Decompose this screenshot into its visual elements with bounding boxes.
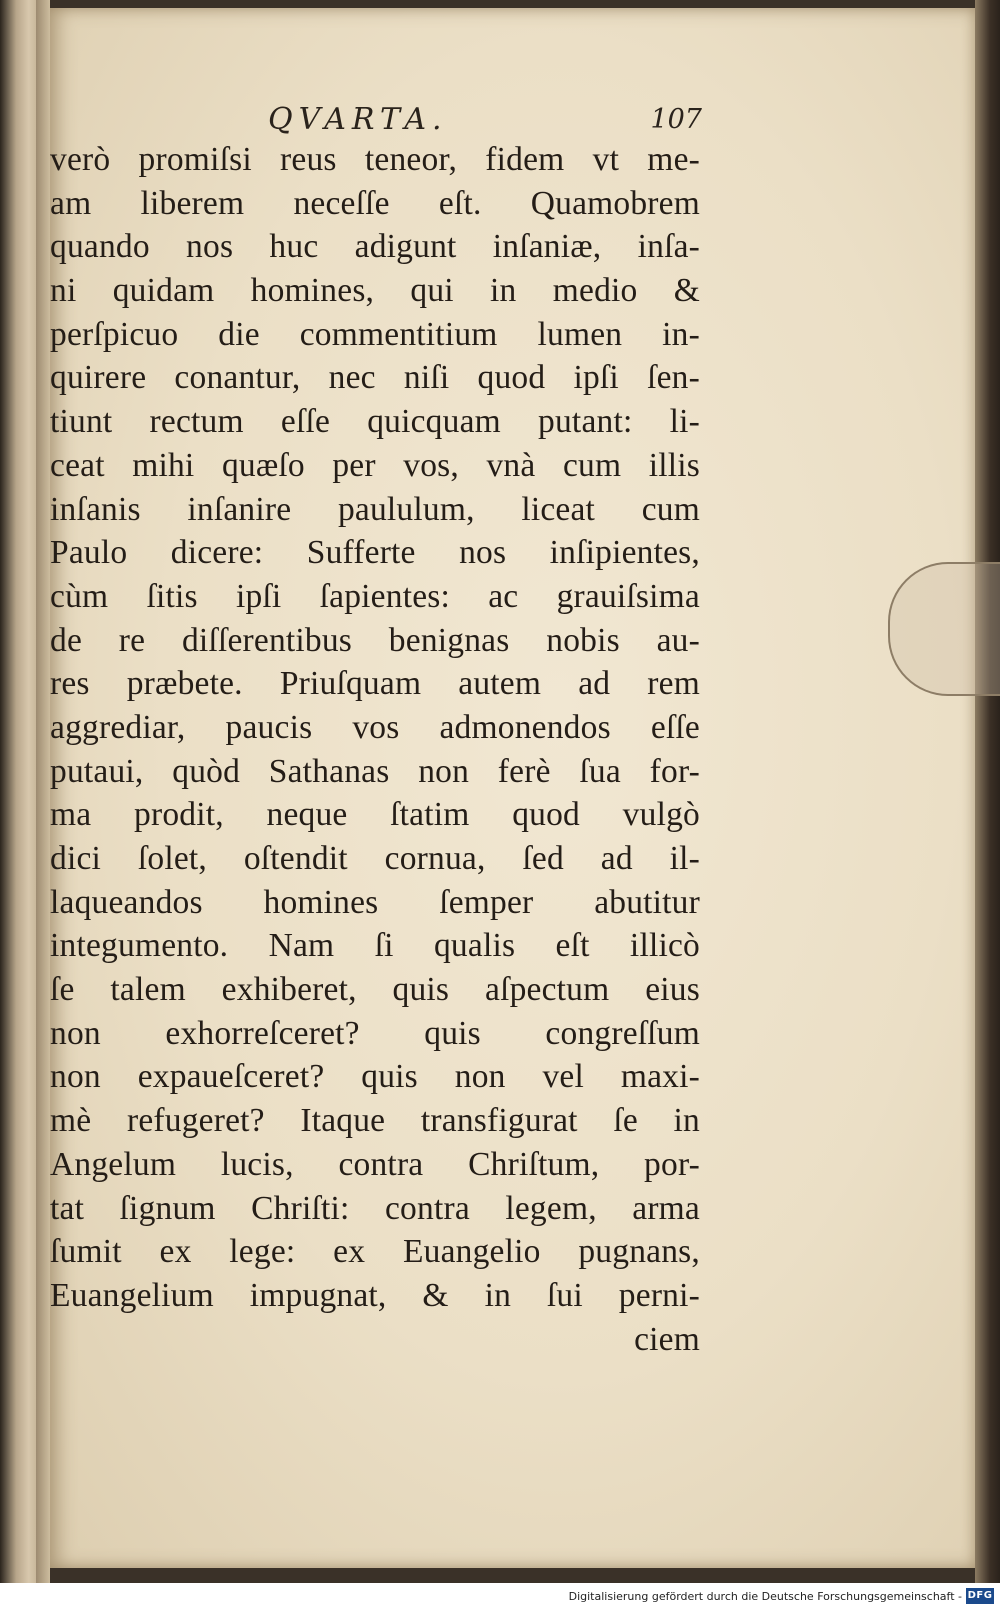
text-line: aggrediar, paucis vos admonendos eſſe: [50, 708, 700, 746]
text-line: laqueandos homines ſemper abutitur: [50, 883, 700, 921]
text-line: de re diſſerentibus benignas nobis au-: [50, 621, 700, 659]
running-title: QVARTA.: [268, 102, 448, 137]
text-line: integumento. Nam ſi qualis eſt illicò: [50, 927, 700, 965]
footer-bar: [0, 1583, 1000, 1612]
text-line: ma prodit, neque ſtatim quod vulgò: [50, 796, 700, 834]
text-line: non expaueſceret? quis non vel maxi-: [50, 1058, 700, 1096]
text-line: tiunt rectum eſſe quicquam putant: li-: [50, 403, 700, 441]
text-line: putaui, quòd Sathanas non ferè ſua for-: [50, 752, 700, 790]
book-gutter: [36, 0, 50, 1583]
funding-credit: Digitalisierung gefördert durch die Deutsche Forschungsgemeinschaft -: [568, 1590, 962, 1603]
text-line: Euangelium impugnat, & in ſui perni-: [50, 1276, 700, 1314]
text-line: ſe talem exhiberet, quis aſpectum eius: [50, 971, 700, 1009]
catchword: ciem: [634, 1320, 700, 1358]
body-text: [50, 138, 700, 1361]
dfg-logo: DFG: [966, 1588, 994, 1604]
running-head: [62, 102, 702, 142]
text-line: verò promiſsi reus teneor, fidem vt me-: [50, 141, 700, 178]
text-line: dici ſolet, oſtendit cornua, ſed ad il-: [50, 840, 700, 877]
text-line: quando nos huc adigunt inſaniæ, inſa-: [50, 228, 700, 266]
text-line: tat ſignum Chriſti: contra legem, arma: [50, 1189, 700, 1227]
page-number: 107: [650, 104, 702, 135]
text-line: res præbete. Priuſquam autem ad rem: [50, 665, 700, 703]
left-page-edge: [0, 0, 36, 1583]
text-line: mè refugeret? Itaque transfigurat ſe in: [50, 1102, 700, 1140]
page-clip: [888, 562, 1000, 696]
text-line: inſanis inſanire paululum, liceat cum: [50, 490, 700, 528]
text-line: ſumit ex lege: ex Euangelio pugnans,: [50, 1233, 700, 1271]
text-line: perſpicuo die commentitium lumen in-: [50, 315, 700, 353]
text-line: ni quidam homines, qui in medio &: [50, 272, 700, 310]
text-line: Angelum lucis, contra Chriſtum, por-: [50, 1145, 700, 1183]
text-line: ceat mihi quæſo per vos, vnà cum illis: [50, 446, 700, 484]
text-line: Paulo dicere: Sufferte nos inſipientes,: [50, 534, 700, 572]
right-cover-edge: [975, 0, 1000, 1583]
text-line: am liberem neceſſe eſt. Quamobrem: [50, 184, 700, 222]
text-line: cùm ſitis ipſi ſapientes: ac grauiſsima: [50, 577, 700, 615]
text-line: non exhorreſceret? quis congreſſum: [50, 1014, 700, 1052]
text-line: quirere conantur, nec niſi quod ipſi ſen-: [50, 359, 700, 397]
